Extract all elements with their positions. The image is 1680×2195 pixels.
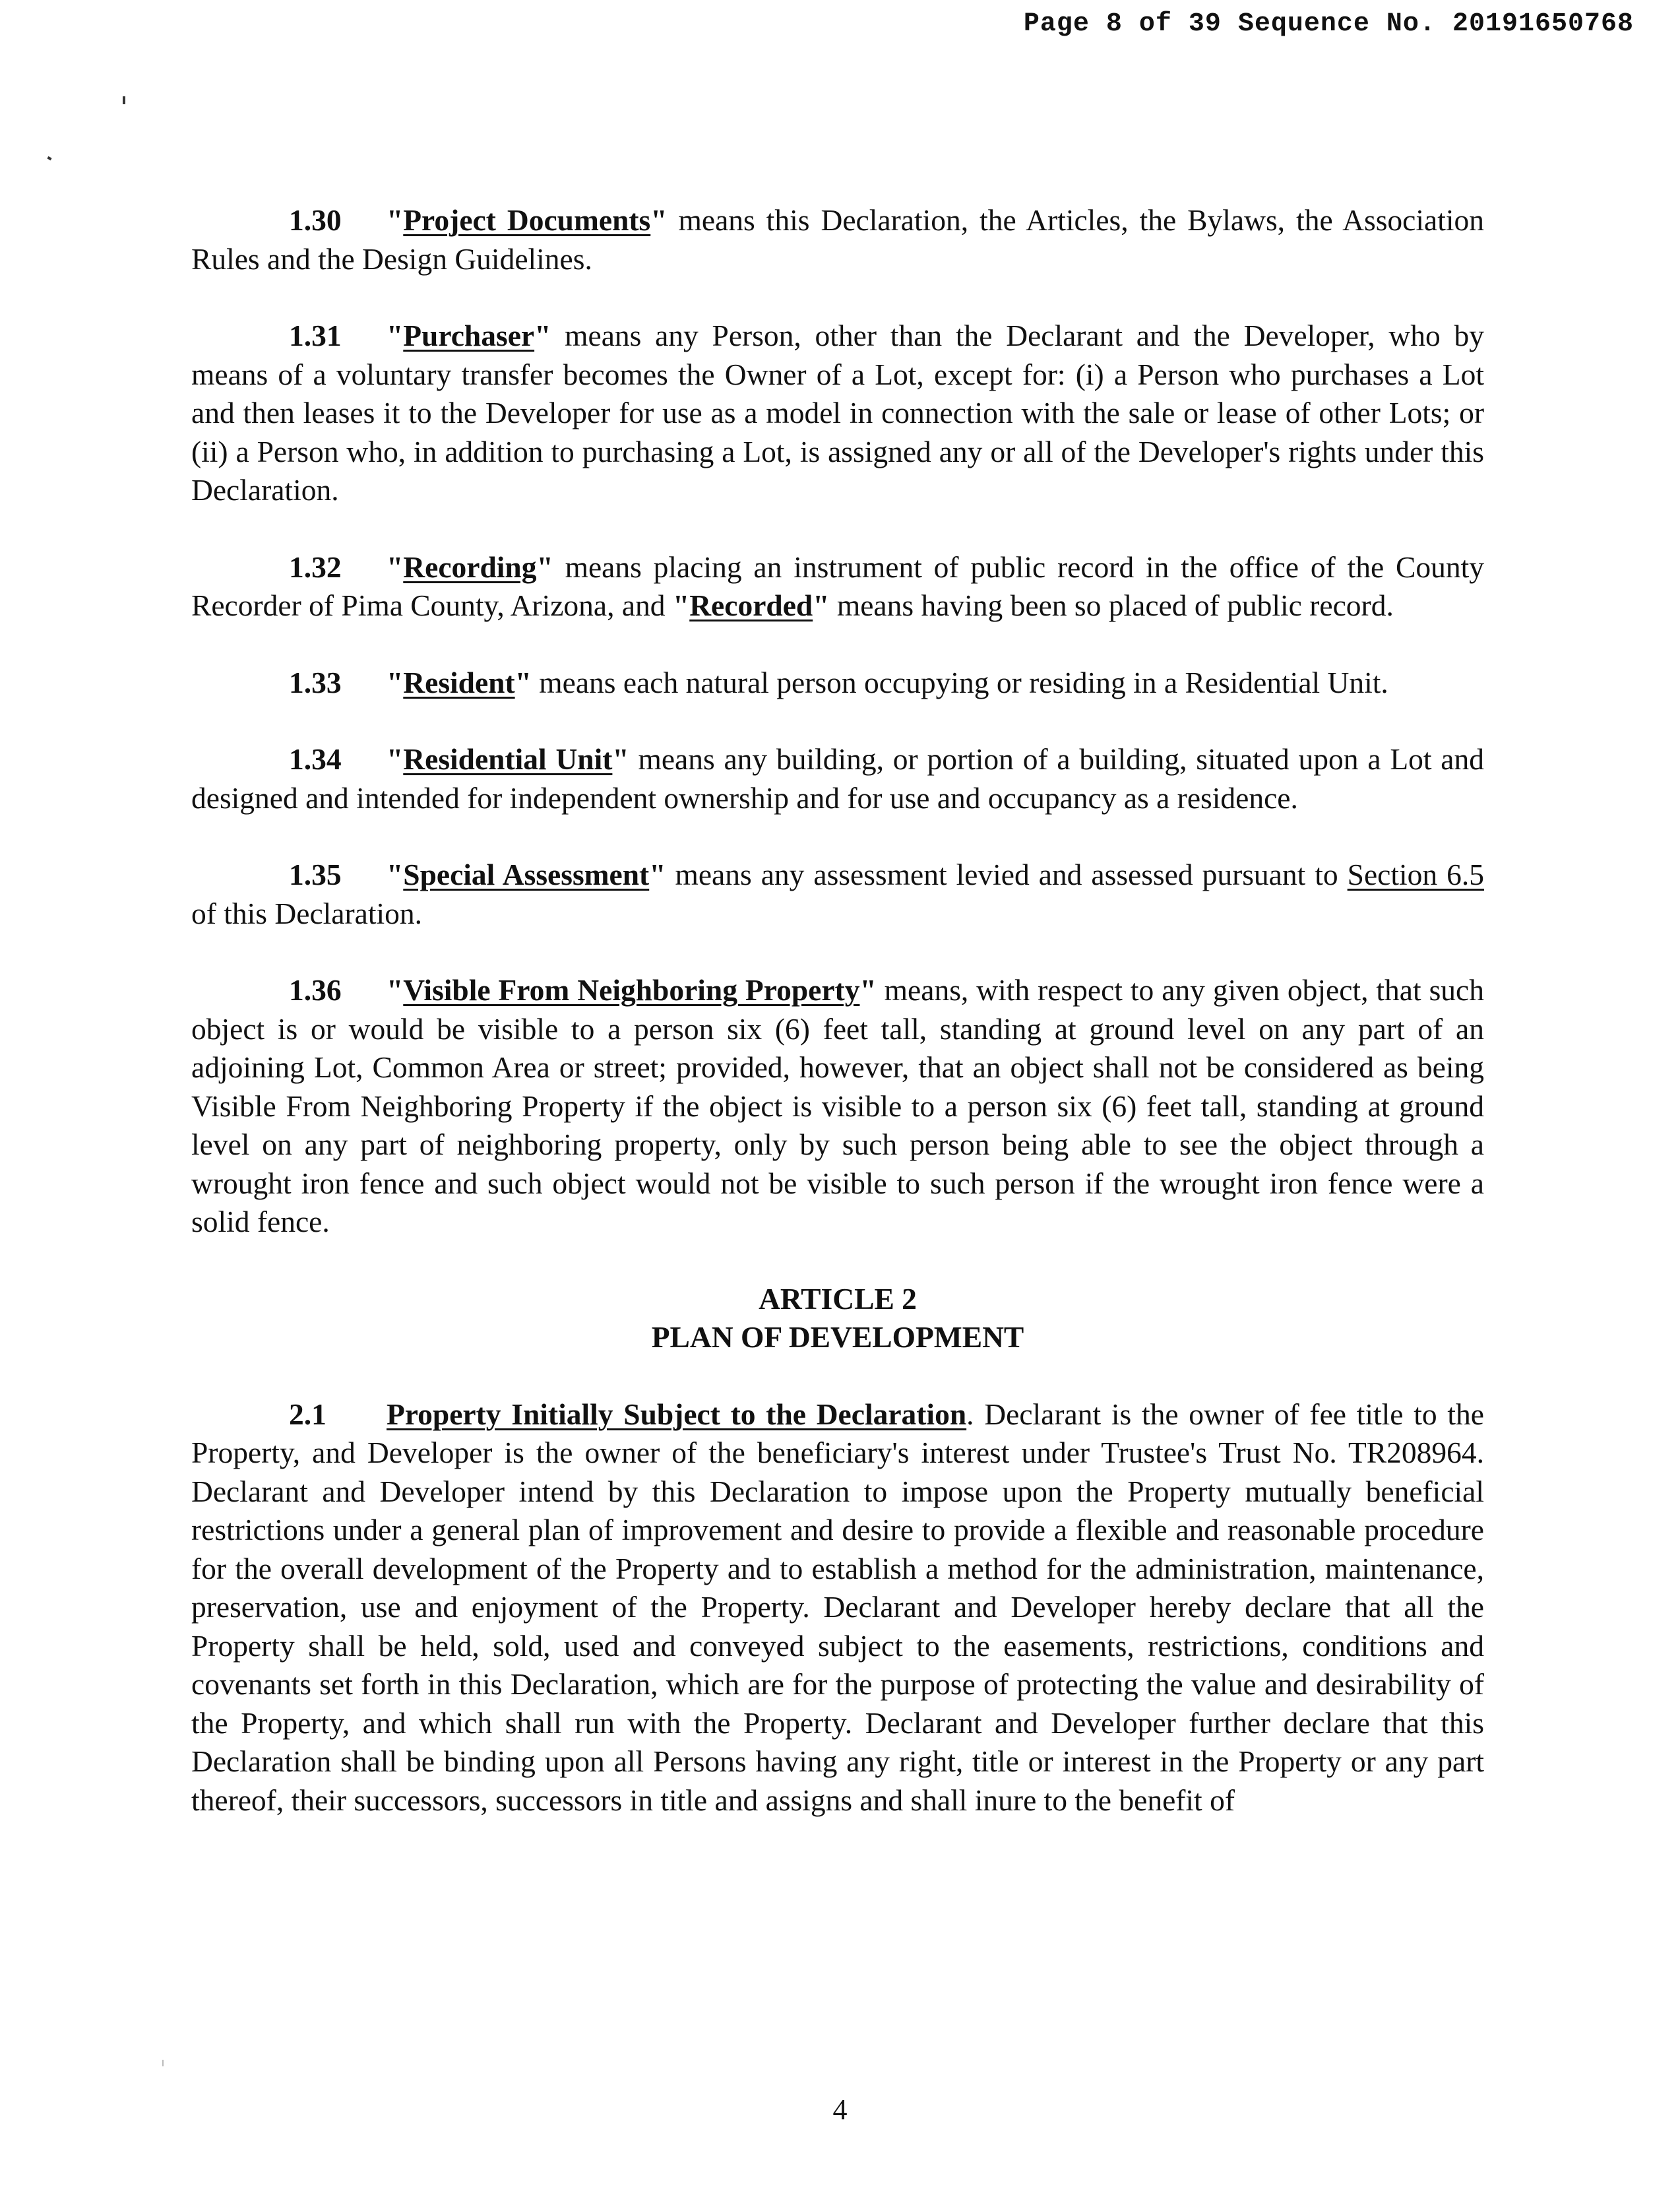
section-1-36: 1.36 "Visible From Neighboring Property" means, with respect to any given object, that such object is or would be visible to a person six (6) feet tall, standing at ground level on any part of an adjoining Lot, Common Area or street; provided, however, that an object shall not be considered as being Visible From Neighboring Property if the object is visible to a person six (6) feet tall, standing at ground level on any part of neighboring property, only by such person being able to see the object through a wrought iron fence and such object would not be visible to such person if the wrought iron fence were a solid fence.: [191, 971, 1484, 1242]
section-number: 1.30: [289, 203, 342, 237]
scan-mark: [47, 156, 51, 160]
section-number: 1.35: [289, 858, 342, 891]
document-body: [191, 201, 1484, 1858]
defined-term: Special Assessment: [403, 858, 650, 891]
section-number: 1.31: [289, 319, 342, 352]
section-number: 2.1: [289, 1397, 327, 1431]
defined-term: Residential Unit: [403, 742, 613, 776]
section-1-32: 1.32 "Recording" means placing an instrument of public record in the office of the County Recorder of Pima County, Arizona, and "Recorded" means having been so placed of public record.: [191, 548, 1484, 625]
section-heading: Property Initially Subject to the Declaration: [387, 1397, 967, 1431]
section-1-34: 1.34 "Residential Unit" means any building, or portion of a building, situated upon a Lot and designed and intended for independent ownership and for use and occupancy as a residence.: [191, 740, 1484, 817]
defined-term: Purchaser: [403, 319, 535, 352]
defined-term: Project Documents: [403, 203, 651, 237]
section-number: 1.32: [289, 550, 342, 584]
section-text: means, with respect to any given object, that such object is or would be visible to a person six (6) feet tall, standing at ground level on any part of an adjoining Lot, Common Area or street; provided, however, that an object shall not be considered as being Visible From Neighboring Property if the object is visible to a person six (6) feet tall, standing at ground level on any part of neighboring property, only by such person being able to see the object through a wrought iron fence and such object would not be visible to such person if the wrought iron fence were a solid fence.: [191, 973, 1484, 1238]
page-header: Page 8 of 39 Sequence No. 20191650768: [1023, 9, 1634, 39]
section-reference: Section 6.5: [1347, 858, 1484, 891]
section-text: . Declarant is the owner of fee title to the Property, and Developer is the owner of the beneficiary's interest under Trustee's Trust No. TR208964. Declarant and Developer intend by this Declaration to impose upon the Property mutually beneficial restrictions under a general plan of improvement and desire to provide a flexible and reasonable procedure for the overall development of the Property and to establish a method for the administration, maintenance, preservation, use and enjoyment of the Property. Declarant and Developer hereby declare that all the Property shall be held, sold, used and conveyed subject to the easements, restrictions, conditions and covenants set forth in this Declaration, which are for the purpose of protecting the value and desirability of the Property, and which shall run with the Property. Declarant and Developer further declare that this Declaration shall be binding upon all Persons having any right, title or interest in the Property or any part thereof, their successors, successors in title and assigns and shall inure to the benefit of: [191, 1397, 1484, 1817]
section-number: 1.36: [289, 973, 342, 1007]
article-heading: [191, 1280, 1484, 1357]
section-2-1: [191, 1395, 1484, 1820]
defined-term: Visible From Neighboring Property: [403, 973, 860, 1007]
defined-term: Recording: [403, 550, 537, 584]
section-text: of this Declaration.: [191, 896, 422, 930]
section-1-31: 1.31 "Purchaser" means any Person, other than the Declarant and the Developer, who by means of a voluntary transfer becomes the Owner of a Lot, except for: (i) a Person who purchases a Lot and then leases it to the Developer for use as a model in connection with the sale or lease of other Lots; or (ii) a Person who, in addition to purchasing a Lot, is assigned any or all of the Developer's rights under this Declaration.: [191, 317, 1484, 510]
article-title: ARTICLE 2: [759, 1281, 917, 1316]
page-number: 4: [832, 2093, 848, 2126]
section-text: means this Declaration, the Articles, the Bylaws, the Association Rules and the Design Guidelines.: [191, 203, 1484, 276]
section-text: means any Person, other than the Declarant and the Developer, who by means of a voluntary transfer becomes the Owner of a Lot, except for: (i) a Person who purchases a Lot and then leases it to the Developer for use as a model in connection with the sale or lease of other Lots; or (ii) a Person who, in addition to purchasing a Lot, is assigned any or all of the Developer's rights under this Declaration.: [191, 319, 1484, 507]
section-text: means each natural person occupying or residing in a Residential Unit.: [531, 665, 1388, 699]
scan-mark: [162, 2060, 164, 2066]
section-text: means any assessment levied and assessed pursuant to: [666, 858, 1348, 891]
section-number: 1.33: [289, 665, 342, 699]
section-number: 1.34: [289, 742, 342, 776]
defined-term: Recorded: [689, 589, 813, 622]
section-1-30: 1.30 "Project Documents" means this Declaration, the Articles, the Bylaws, the Association Rules and the Design Guidelines.: [191, 201, 1484, 278]
section-1-33: 1.33 "Resident" means each natural person occupying or residing in a Residential Unit.: [191, 664, 1484, 703]
section-text: means having been so placed of public record.: [829, 589, 1394, 622]
scan-mark: [123, 96, 125, 104]
section-1-35: 1.35 "Special Assessment" means any assessment levied and assessed pursuant to Section 6.5 of this Declaration.: [191, 856, 1484, 933]
section-text: means any building, or portion of a building, situated upon a Lot and designed and intended for independent ownership and for use and occupancy as a residence.: [191, 742, 1484, 815]
article-subtitle: PLAN OF DEVELOPMENT: [651, 1320, 1024, 1354]
defined-term: Resident: [403, 665, 515, 699]
section-text: means placing an instrument of public record in the office of the County Recorder of Pima County, Arizona, and: [191, 550, 1484, 622]
